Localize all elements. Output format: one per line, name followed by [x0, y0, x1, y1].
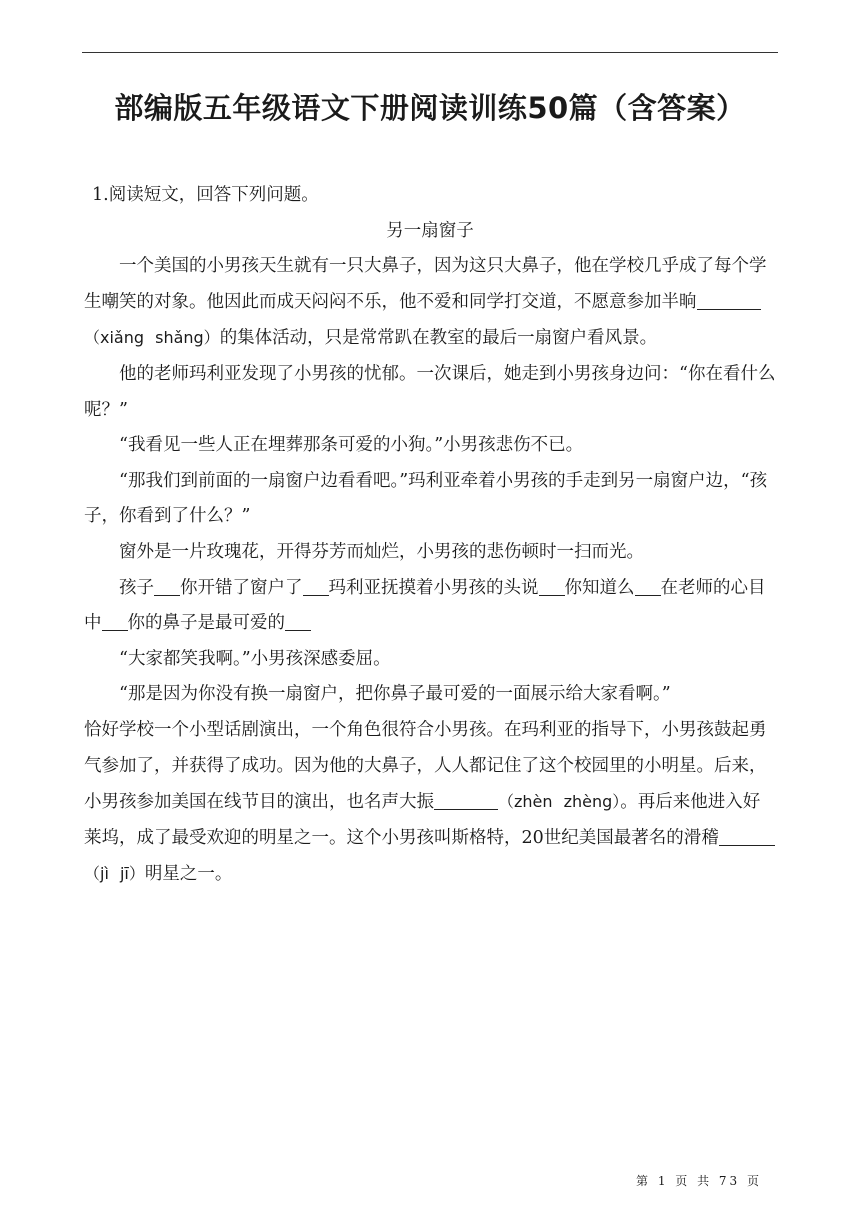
pinyin-annotation: （xiǎng shǎng）: [84, 328, 220, 348]
segment: 在老师的心目中: [84, 577, 766, 634]
paragraph-7: “大家都笑我啊。”小男孩深感委屈。: [119, 648, 391, 669]
paragraph-1: [84, 249, 776, 357]
fill-blank[interactable]: [697, 291, 761, 310]
punctuation-blank[interactable]: [303, 577, 329, 596]
paragraph-4: “那我们到前面的一扇窗户边看看吧。”玛利亚牵着小男孩的手走到另一扇窗户边，“孩子，你看到了什么？”: [84, 470, 768, 527]
paragraph-9-text-a: 恰好学校一个小型话剧演出，一个角色很符合小男孩。在玛利亚的指导下，小男孩鼓起勇气参加了，并获得了成功。因为他的大鼻子，人人都记住了这个校园里的小明星。后来，小男孩参加美国在线节目的演出，也名声大振: [84, 719, 767, 813]
segment: 你知道么: [564, 577, 635, 598]
punctuation-blank[interactable]: [102, 613, 128, 632]
paragraph-9: [84, 713, 776, 893]
passage-title: 另一扇窗子: [386, 220, 474, 241]
punctuation-blank[interactable]: [154, 577, 180, 596]
pinyin-annotation: （zhèn zhèng）: [498, 792, 621, 812]
paragraph-2: 他的老师玛利亚发现了小男孩的忧郁。一次课后，她走到小男孩身边问：“你在看什么呢？”: [84, 363, 776, 420]
paragraph-9-text-c: 明星之一。: [144, 864, 233, 885]
segment: 你的鼻子是最可爱的: [127, 613, 285, 634]
page-number: 第 1 页 共 73 页: [636, 1174, 762, 1188]
question-prompt: 1.阅读短文，回答下列问题。: [92, 185, 319, 205]
punctuation-blank[interactable]: [285, 613, 311, 632]
document-title: 部编版五年级语文下册阅读训练50篇（含答案）: [114, 91, 746, 125]
paragraph-8: “那是因为你没有换一扇窗户，把你鼻子最可爱的一面展示给大家看啊。”: [119, 684, 671, 705]
paragraph-1-text-b: 的集体活动，只是常常趴在教室的最后一扇窗户看风景。: [219, 328, 658, 349]
punctuation-blank[interactable]: [635, 577, 661, 596]
fill-blank[interactable]: [434, 792, 498, 811]
paragraph-6-punctuation-exercise: [84, 571, 776, 642]
segment: 孩子: [119, 577, 154, 598]
paragraph-5: 窗外是一片玫瑰花，开得芬芳而灿烂，小男孩的悲伤顿时一扫而光。: [119, 541, 644, 562]
pinyin-annotation: （jì jī）: [84, 864, 145, 884]
paragraph-3: “我看见一些人正在埋葬那条可爱的小狗。”小男孩悲伤不已。: [119, 435, 584, 456]
paragraph-1-text-a: 一个美国的小男孩天生就有一只大鼻子，因为这只大鼻子，他在学校几乎成了每个学生嘲笑的对象。他因此而成天闷闷不乐，他不爱和同学打交道，不愿意参加半晌: [84, 256, 767, 312]
document-body: [84, 178, 776, 893]
fill-blank[interactable]: [719, 827, 775, 846]
segment: 玛利亚抚摸着小男孩的头说: [328, 577, 539, 598]
punctuation-blank[interactable]: [539, 577, 565, 596]
header-rule: [82, 52, 778, 53]
paragraph-9-text-b: 。再后来他进入好莱坞，成了最受欢迎的明星之一。这个小男孩叫斯格特，20世纪美国最著名的滑稽: [84, 792, 761, 848]
segment: 你开错了窗户了: [180, 577, 303, 598]
